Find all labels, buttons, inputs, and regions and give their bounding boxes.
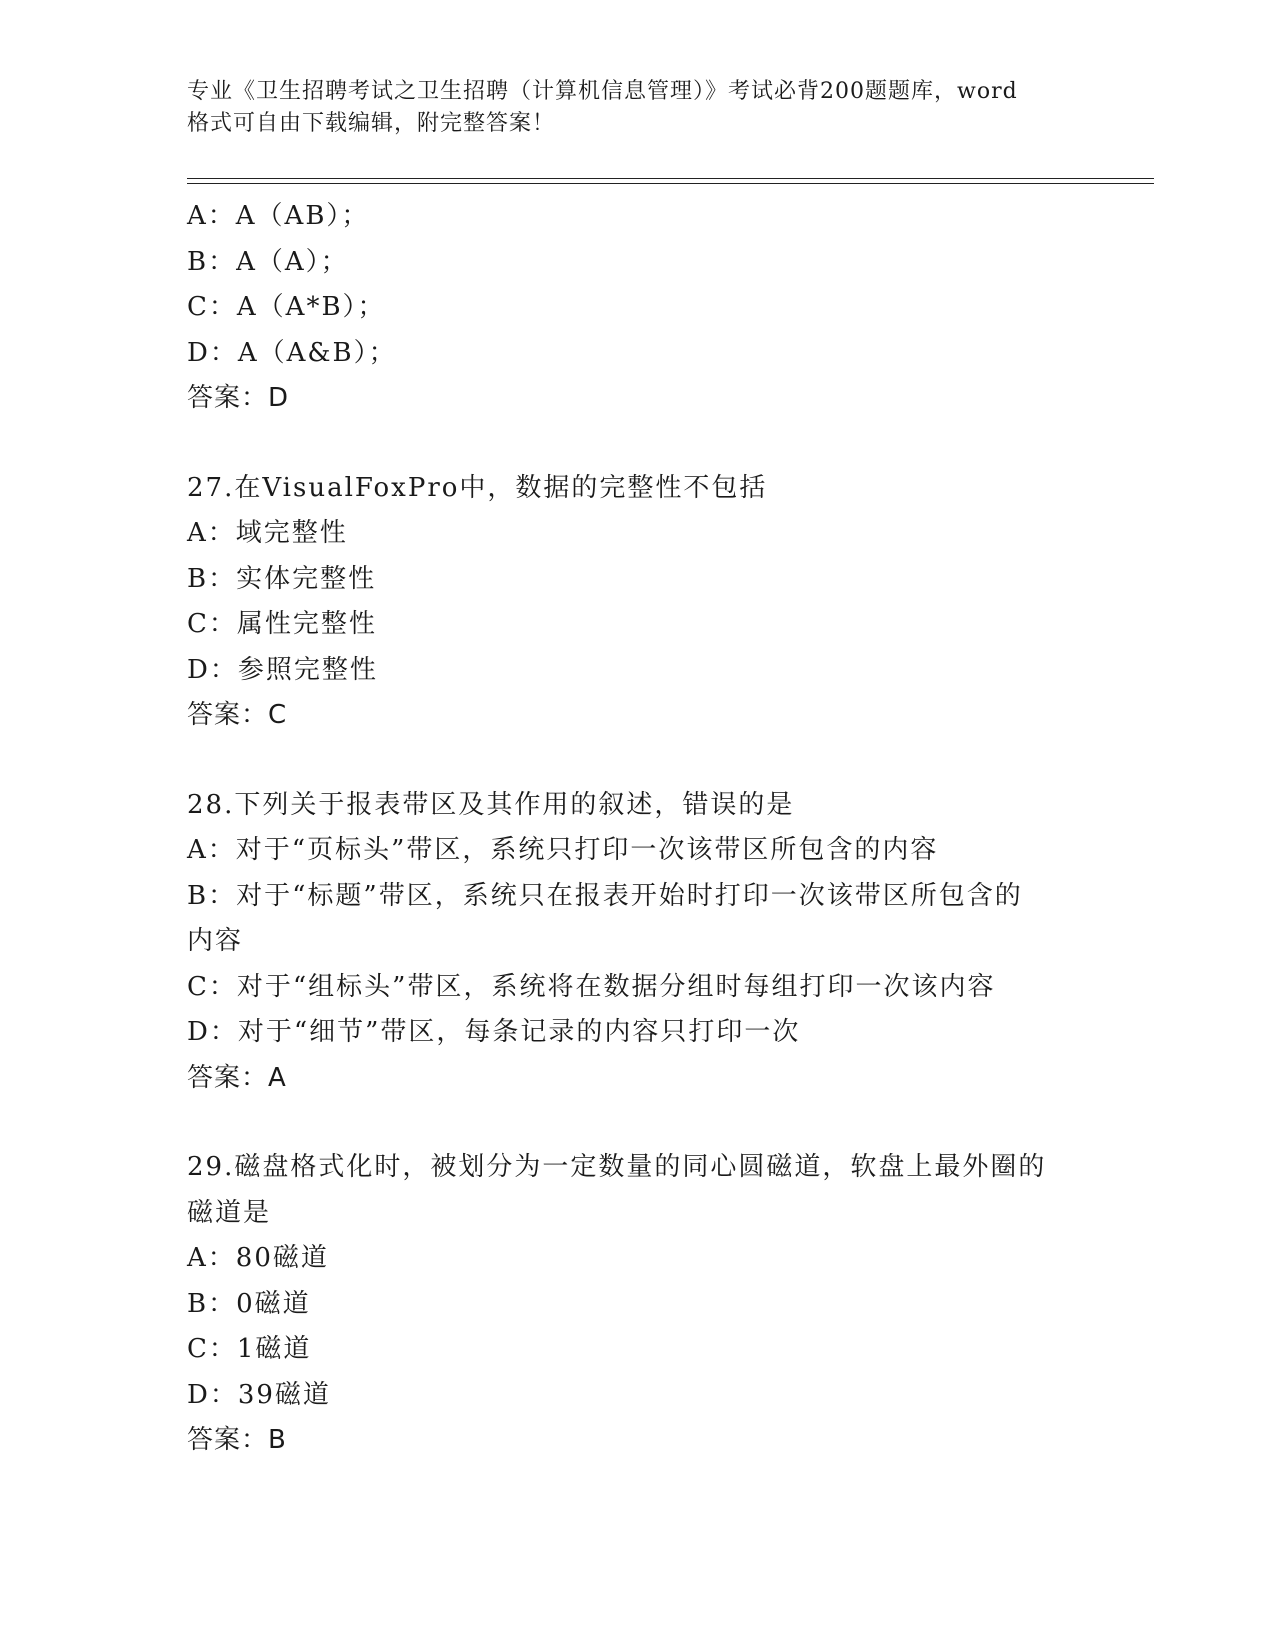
answer: 答案：D	[187, 383, 290, 413]
option-d: D：A（A&B）；	[187, 337, 397, 368]
option-a: A：对于“页标头”带区，系统只打印一次该带区所包含的内容	[187, 835, 939, 865]
option-c: C：A（A*B）；	[187, 292, 386, 322]
option-c: C：属性完整性	[187, 609, 377, 639]
question-stem: 27.在VisualFoxPro中，数据的完整性不包括	[187, 472, 768, 503]
option-a: A：域完整性	[187, 518, 348, 548]
option-c: C：1磁道	[187, 1334, 312, 1364]
question-26	[187, 194, 1087, 422]
answer: 答案：A	[187, 1062, 287, 1093]
header-divider	[187, 178, 1154, 184]
question-stem: 29.磁盘格式化时，被划分为一定数量的同心圆磁道，软盘上最外圈的	[187, 1152, 1047, 1182]
option-c: C：对于“组标头”带区，系统将在数据分组时每组打印一次该内容	[187, 971, 996, 1002]
answer: 答案：B	[187, 1425, 287, 1455]
option-d: D：39磁道	[187, 1379, 331, 1410]
spacer	[187, 1101, 1087, 1145]
option-a: A：80磁道	[187, 1243, 329, 1273]
question-list	[187, 194, 1087, 1464]
option-b: B：实体完整性	[187, 563, 377, 594]
header-line-2: 格式可自由下载编辑，附完整答案！	[187, 111, 556, 136]
option-b-continued: 内容	[187, 926, 244, 956]
question-stem-continued: 磁道是	[187, 1197, 272, 1228]
option-d: D：参照完整性	[187, 654, 378, 685]
question-28	[187, 783, 1087, 1102]
question-27	[187, 466, 1087, 739]
spacer	[187, 739, 1087, 783]
answer: 答案：C	[187, 700, 288, 730]
spacer	[187, 422, 1087, 466]
option-b: B：0磁道	[187, 1288, 311, 1319]
option-a: A：A（AB）；	[187, 201, 370, 231]
option-b: B：对于“标题”带区，系统只在报表开始时打印一次该带区所包含的	[187, 880, 1023, 911]
option-b: B：A（A）；	[187, 246, 349, 277]
question-stem: 28.下列关于报表带区及其作用的叙述，错误的是	[187, 789, 795, 820]
question-29	[187, 1145, 1087, 1464]
option-d: D：对于“细节”带区，每条记录的内容只打印一次	[187, 1017, 801, 1047]
document-header	[187, 76, 1087, 140]
header-line-1: 专业《卫生招聘考试之卫生招聘（计算机信息管理）》考试必背200题题库，word	[187, 79, 1018, 104]
